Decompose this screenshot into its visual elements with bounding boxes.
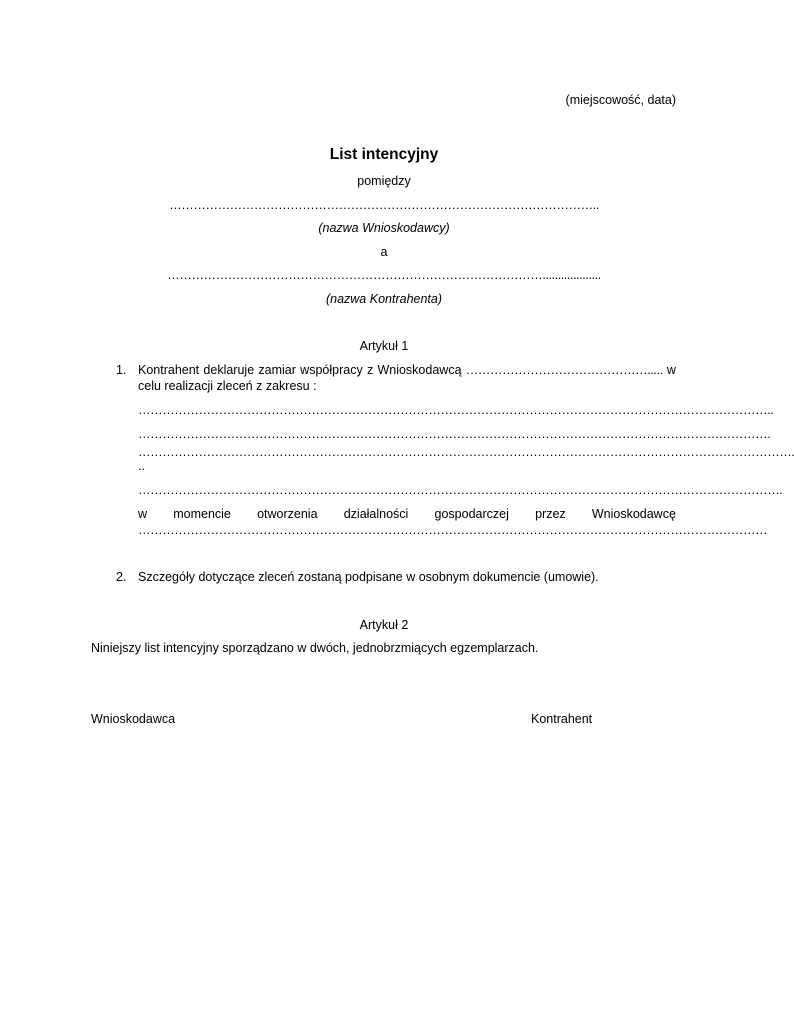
item1-word: Kontrahent <box>138 363 200 377</box>
article2-heading: Artykuł 2 <box>359 618 409 632</box>
item1-word: w <box>666 363 676 377</box>
moment-word: działalności <box>343 507 409 521</box>
party1-dots: …………………………………………………………………………………………….. <box>169 198 599 212</box>
item1-word: współpracy <box>300 363 363 377</box>
between-label: pomiędzy <box>357 174 411 188</box>
item2-number: 2. <box>116 570 127 584</box>
moment-word: gospodarczej <box>434 507 509 521</box>
item1-dots-2: …………………………………………………………………………………………………………………………………………. <box>138 427 771 441</box>
item1-word: z <box>366 363 374 377</box>
item1-dots-5: ………………………………………………………………………………………………………………………………………… <box>138 523 768 537</box>
item1-word: Wnioskodawcą <box>377 363 462 377</box>
item1-dots-3-continuation: .. <box>138 459 145 473</box>
item1-word: zamiar <box>258 363 296 377</box>
item1-dots-1: ………………………………………………………………………………………………………………………………………….. <box>138 403 774 417</box>
party1-label: (nazwa Wnioskodawcy) <box>318 221 450 235</box>
moment-word: Wnioskodawcę <box>591 507 676 521</box>
item1-moment-line <box>138 507 676 521</box>
item1-number: 1. <box>116 363 127 377</box>
article1-heading: Artykuł 1 <box>359 339 409 353</box>
signature-right: Kontrahent <box>531 712 593 726</box>
moment-word: przez <box>535 507 566 521</box>
item1-line2: celu realizacji zleceń z zakresu : <box>138 379 317 393</box>
moment-word: w <box>138 507 148 521</box>
article2-text: Niniejszy list intencyjny sporządzano w dwóch, jednobrzmiących egzemplarzach. <box>91 641 539 655</box>
place-date: (miejscowość, data) <box>565 93 676 107</box>
document-title: List intencyjny <box>329 146 439 163</box>
item1-dots-inline: ………………………………………..... <box>465 363 663 377</box>
item1-word: deklaruje <box>203 363 255 377</box>
item1-dots-3: ………………………………………………………………………………………………………………………………………………. <box>138 445 794 459</box>
conjunction: a <box>380 245 388 259</box>
signature-left: Wnioskodawca <box>91 712 176 726</box>
item1-line1 <box>138 363 676 377</box>
moment-word: momencie <box>173 507 231 521</box>
moment-word: otworzenia <box>257 507 318 521</box>
party2-label: (nazwa Kontrahenta) <box>325 292 443 306</box>
item2-text: Szczegóły dotyczące zleceń zostaną podpisane w osobnym dokumencie (umowie). <box>138 570 599 584</box>
item1-dots-4: ……………………………………………………………………………………………………………………………………………. <box>138 483 783 497</box>
party2-dots: …………………………………………………………………………………................... <box>167 268 601 282</box>
